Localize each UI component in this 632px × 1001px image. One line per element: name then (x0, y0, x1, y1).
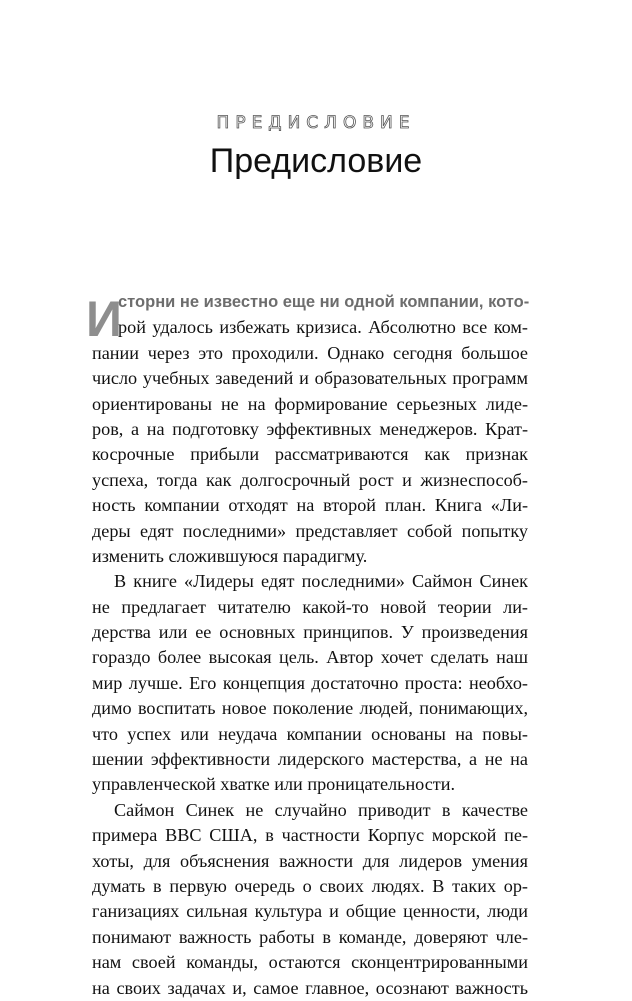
text-line: изменить сложившуюся парадигму. (92, 545, 368, 566)
text-line: димо воспитать новое поколение людей, понимающих, (92, 698, 528, 719)
text-line: примера ВВС США, в частности Корпус морской пе- (92, 825, 528, 846)
text-line: понимают важность работы в команде, доверяют чле- (92, 926, 528, 947)
text-line: В книге «Лидеры едят последними» Саймон Синек (114, 571, 528, 592)
text-line: дерства или ее основных принципов. У произведения (92, 622, 528, 643)
text-line: пании через это проходили. Однако сегодня большое (92, 342, 528, 363)
text-line: ность компании отходят на второй план. Книга «Ли- (92, 495, 528, 516)
text-line: что успех или неудача компании основаны на повы- (92, 723, 528, 744)
text-line: нам своей команды, остаются сконцентрированными (92, 952, 528, 973)
text-line: хоты, для объяснения важности для лидеров умения (92, 850, 528, 871)
text-line: ганизациях сильная культура и общие ценности, люди (92, 901, 528, 922)
drop-cap: И (86, 291, 122, 347)
text-line: гораздо более высокая цель. Автор хочет сделать наш (92, 647, 528, 668)
chapter-kicker: ПРЕДИСЛОВИЕ (216, 113, 416, 133)
text-line: думать в первую очередь о своих людях. В таких ор- (92, 875, 528, 896)
text-line: рой удалось избежать кризиса. Абсолютно все ком- (118, 317, 528, 338)
text-line: ров, а на подготовку эффективных менеджеров. Крат- (92, 418, 528, 439)
text-line: успеха, тогда как долгосрочный рост и жизнеспособ- (92, 469, 528, 490)
text-line: число учебных заведений и образовательных программ (92, 368, 528, 389)
text-line: шении эффективности лидерского мастерства, а не на (92, 749, 528, 770)
text-line: Саймон Синек не случайно приводит в качестве (114, 799, 528, 820)
chapter-title: Предисловие (209, 142, 423, 180)
text-line: деры едят последними» представляет собой попытку (92, 520, 528, 541)
text-line: на своих задачах и, самое главное, осознают важность (92, 977, 528, 998)
text-line: ориентированы не на формирование серьезных лиде- (92, 393, 528, 414)
text-line: косрочные прибыли рассматриваются как признак (92, 444, 528, 465)
text-line: не предлагает читателю какой-то новой теории ли- (92, 596, 528, 617)
text-line: сторни не известно еще ни одной компании, кото- (118, 293, 530, 311)
text-line: мир лучше. Его концепция достаточно проста: необхо- (92, 672, 528, 693)
text-line: управленческой хватке или проницательности. (92, 774, 456, 795)
chapter-body (86, 290, 530, 1001)
